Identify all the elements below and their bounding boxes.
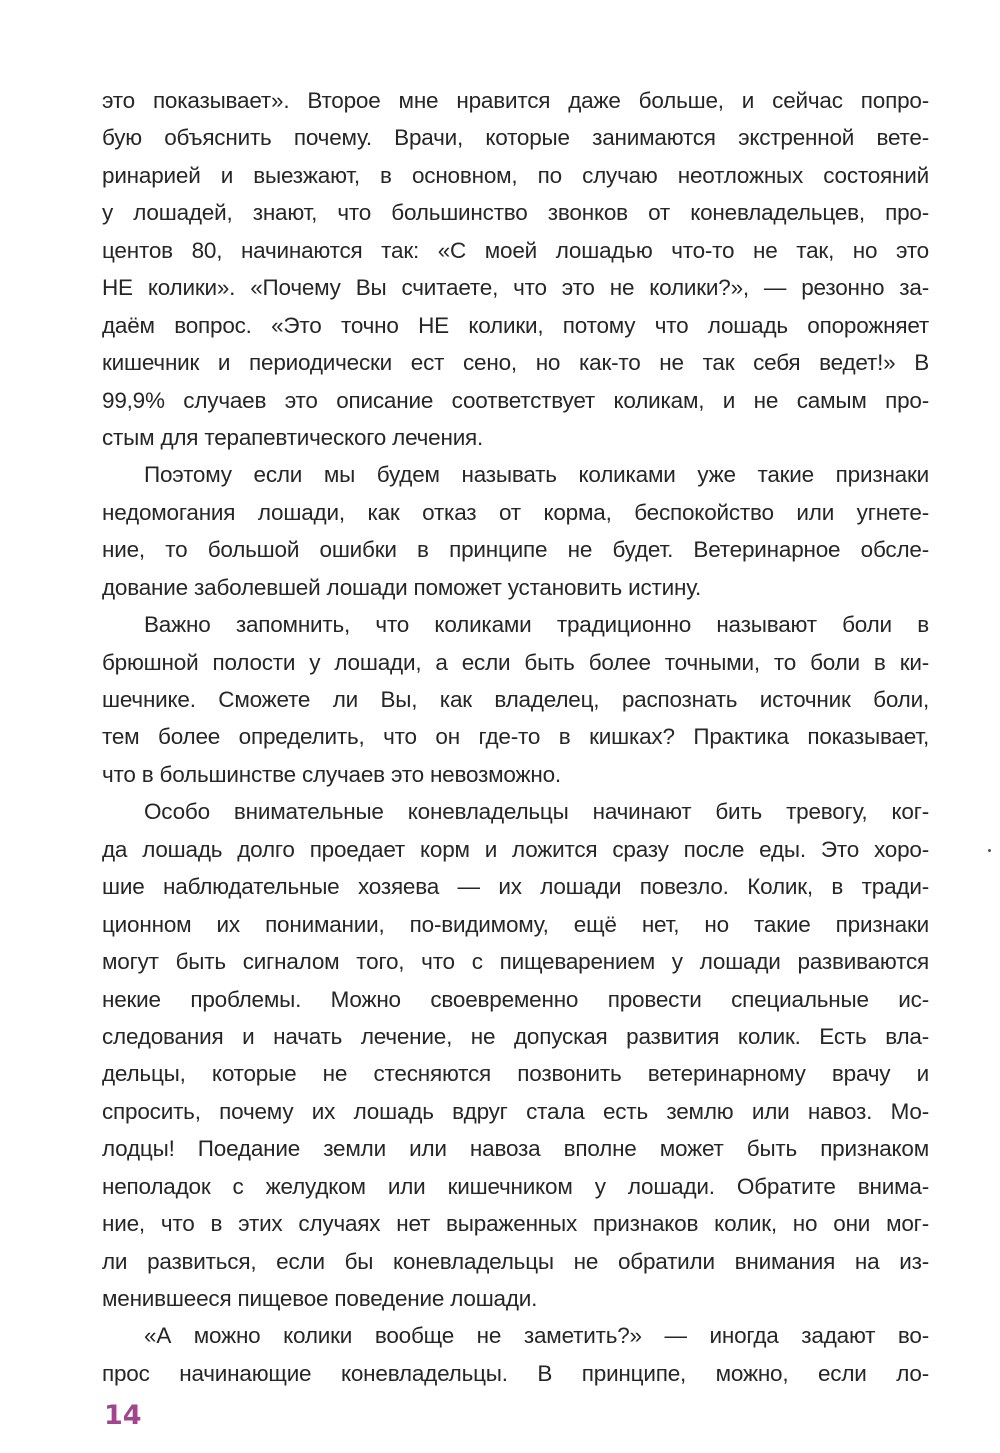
paragraph — [102, 793, 929, 1317]
text-line: Важно запомнить, что коликами традиционно называют боли в — [144, 612, 929, 638]
text-line: ринарией и выезжают, в основном, по случаю неотложных состояний — [102, 162, 929, 188]
text-line: недомогания лошади, как отказ от корма, беспокойство или угнете- — [102, 499, 929, 525]
text-line: даём вопрос. «Это точно НЕ колики, потому что лошадь опорожняет — [102, 312, 929, 338]
text-line: лодцы! Поедание земли или навоза вполне может быть признаком — [102, 1136, 929, 1162]
text-line: НЕ колики». «Почему Вы считаете, что это не колики?», — резонно за- — [102, 275, 929, 301]
text-line: брюшной полости у лошади, а если быть более точными, то боли в ки- — [102, 649, 929, 675]
text-line: спросить, почему их лошадь вдруг стала есть землю или навоз. Мо- — [102, 1098, 929, 1124]
text-line: ние, то большой ошибки в принципе не будет. Ветеринарное обсле- — [102, 537, 929, 563]
text-line: прос начинающие коневладельцы. В принципе, можно, если ло- — [102, 1360, 929, 1386]
text-line: да лошадь долго проедает корм и ложится сразу после еды. Это хоро- — [102, 836, 929, 862]
text-line: кишечник и периодически ест сено, но как-то не так себя ведет!» В — [102, 350, 929, 376]
text-line: у лошадей, знают, что большинство звонков от коневладельцев, про- — [102, 200, 929, 226]
text-line: могут быть сигналом того, что с пищеварением у лошади развиваются — [102, 949, 929, 975]
text-line: Поэтому если мы будем называть коликами уже такие признаки — [144, 462, 929, 488]
paragraph — [102, 1317, 929, 1392]
page-number: 14 — [104, 1400, 142, 1431]
text-line: шечнике. Сможете ли Вы, как владелец, распознать источник боли, — [102, 687, 929, 712]
text-line: «А можно колики вообще не заметить?» — иногда задают во- — [144, 1323, 929, 1349]
text-line: дельцы, которые не стесняются позвонить ветеринарному врачу и — [102, 1061, 929, 1087]
body-text — [102, 82, 929, 1392]
text-line: дование заболевшей лошади поможет установить истину. — [102, 574, 702, 600]
text-line: следования и начать лечение, не допуская развития колик. Есть вла- — [102, 1023, 929, 1049]
text-line: шие наблюдательные хозяева — их лошади повезло. Колик, в тради- — [102, 874, 929, 900]
paragraph — [102, 456, 929, 606]
paragraph — [102, 606, 929, 793]
text-line: бую объяснить почему. Врачи, которые занимаются экстренной вете- — [102, 125, 929, 151]
text-line: центов 80, начинаются так: «С моей лошадью что-то не так, но это — [102, 237, 929, 263]
text-line: ционном их понимании, по-видимому, ещё нет, но такие признаки — [102, 911, 929, 937]
text-line: менившееся пищевое поведение лошади. — [102, 1286, 538, 1311]
text-line: некие проблемы. Можно своевременно провести специальные ис- — [102, 986, 929, 1012]
text-line: это показывает». Второе мне нравится даже больше, и сейчас попро- — [102, 88, 929, 113]
text-line: ли развиться, если бы коневладельцы не обратили внимания на из- — [102, 1248, 929, 1274]
text-line: ние, что в этих случаях нет выраженных признаков колик, но они мог- — [102, 1211, 929, 1237]
text-line: 99,9% случаев это описание соответствует коликам, и не самым про- — [102, 387, 929, 413]
text-line: неполадок с желудком или кишечником у лошади. Обратите внима- — [102, 1173, 929, 1199]
text-line: Особо внимательные коневладельцы начинают бить тревогу, ког- — [144, 799, 929, 825]
text-line: стым для терапевтического лечения. — [102, 424, 484, 450]
text-line: тем более определить, что он где-то в кишках? Практика показывает, — [102, 724, 929, 750]
paragraph — [102, 82, 929, 456]
scan-speck — [988, 849, 991, 852]
text-line: что в большинстве случаев это невозможно. — [102, 761, 561, 787]
